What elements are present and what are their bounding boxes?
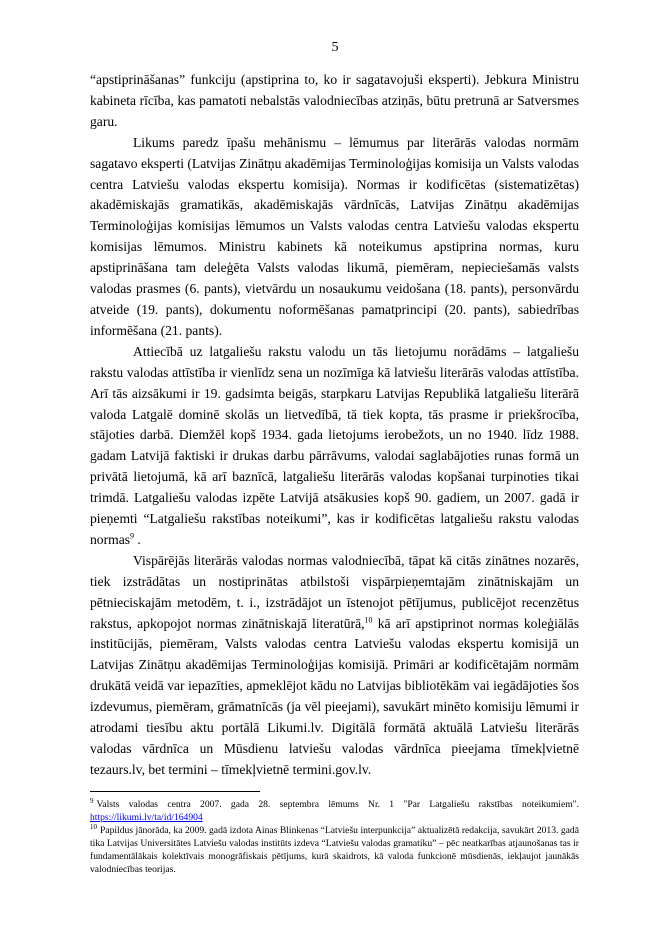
paragraph-3-end: . <box>134 531 141 547</box>
paragraph-3-text: Attiecībā uz latgaliešu rakstu valodu un tās lietojumu norādāms – latgaliešu rakstu valodas attīstība ir vienlīdz sena un nozīmīga kā latviešu literārās valodas attīstība. Arī tās aizsākumi ir 19. gadsimta beigās, starpkaru Latvijas Republikā latgaliešu literārā valoda Latgalē dominē skolās un lietvedībā, tā tiek kopta, tās prasme ir priekšrocība, stājoties darbā. Diemžēl kopš 1934. gada lietojums ierobežots, un no 1940. līdz 1988. gadam Latvijā faktiski ir drukas darbu pārrāvums, valodai saglabājoties runas formā un privātā lietojumā, kā arī baznīcā, latgaliešu literārās valodas kopšanai turpinoties tikai trimdā. Latgaliešu valodas izpēte Latvijā atsākusies kopš 90. gadiem, un 2007. gadā ir pieņemti “Latgaliešu rakstības noteikumi”, kas ir kodificētas latgaliešu rakstu valodas normas <box>90 343 579 547</box>
paragraph-4 <box>90 551 579 781</box>
footnote-number: 9 <box>90 796 94 805</box>
paragraph-3 <box>90 342 579 551</box>
footnote-link[interactable]: https://likumi.lv/ta/id/164904 <box>90 812 203 823</box>
footnote-10 <box>90 824 579 876</box>
footnote-number: 10 <box>90 822 97 831</box>
footnote-9 <box>90 798 579 824</box>
footnotes <box>90 798 579 876</box>
paragraph-2: Likums paredz īpašu mehānismu – lēmumus par literārās valodas normām sagatavo eksperti (Latvijas Zinātņu akadēmijas Terminoloģijas komisija un Valsts valodas centra Latviešu valodas ekspertu komisija). Normas ir kodificētas (sistematizētas) akadēmiskajās gramatikās, akadēmiskajās vārdnīcās, Latvijas Zinātņu akadēmijas Terminoloģijas komisijas lēmumos un Valsts valodas centra Latviešu valodas ekspertu komisijas lēmumos. Ministru kabinets kā noteikumus apstiprina normas, kuru apstiprināšana tam deleģēta Valsts valodas likumā, piemēram, nepieciešamās valsts valodas prasmes (6. pants), vietvārdu un nosaukumu veidošana (18. pants), personvārdu atveide (19. pants), dokumentu noformēšanas pamatprincipi (20. pants), sabiedrības informēšana (21. pants). <box>90 134 579 338</box>
page-number: 5 <box>331 40 339 55</box>
paragraph-1: “apstiprināšanas” funkciju (apstiprina to, ko ir sagatavojuši eksperti). Jebkura Ministru kabineta rīcība, kas pamatoti nebalstās valodniecības atziņās, būtu pretrunā ar Satversmes garu. <box>90 72 579 129</box>
paragraph-4-end: kā arī apstiprinot normas koleģiālās institūcijās, piemēram, Valsts valodas centra Latviešu valodas ekspertu komisijā un Latvijas Zinātņu akadēmijas Terminoloģijas komisijā. Primāri ar kodificētajām normām drukātā veidā var iepazīties, apmeklējot kādu no Latvijas bibliotēkām vai iegādājoties šos izdevumus, piemēram, grāmatnīcās (ja vēl pieejami), savukārt minēto komisiju lēmumi ir atrodami tiesību aktu portālā Likumi.lv. Digitālā formātā aktuālā Latviešu literārās valodas vārdnīca un Mūsdienu latviešu valodas vārdnīca pieejama tīmekļvietnē tezaurs.lv, bet termini – tīmekļvietnē termini.gov.lv. <box>90 615 579 777</box>
footnote-ref-9[interactable]: 9 <box>130 531 135 541</box>
footnote-ref-10[interactable]: 10 <box>364 615 373 625</box>
body-text <box>90 70 579 781</box>
footnote-separator <box>90 791 260 792</box>
paragraph-4-text: Vispārējās literārās valodas normas valodniecībā, tāpat kā citās zinātnes nozarēs, tiek izstrādātas un nostiprinātas atbilstoši vispārpieņemtajām zinātniskajām un pētnieciskajām metodēm, t. i., izstrādājot un īstenojot pētījumus, publicējot recenzētus rakstus, apkopojot normas zinātniskajā literatūrā, <box>90 552 579 631</box>
footnote-text: Papildus jānorāda, ka 2009. gadā izdota Ainas Blinkenas “Latviešu interpunkcija” aktualizētā redakcija, savukārt 2013. gadā tika Latvijas Universitātes Latviešu valodas institūts izdeva “Latviešu valodas gramatiku” – pēc neatkarības atjaunošanas tas ir fundamentālākais kolektīvais monogrāfiskais pētījums, kurā skaidrots, kā valoda funkcionē mūsdienās, iekļaujot jaunākās valodniecības teorijas. <box>90 825 579 875</box>
footnote-text: Valsts valodas centra 2007. gada 28. septembra lēmums Nr. 1 "Par Latgaliešu rakstības noteikumiem". <box>96 799 579 810</box>
